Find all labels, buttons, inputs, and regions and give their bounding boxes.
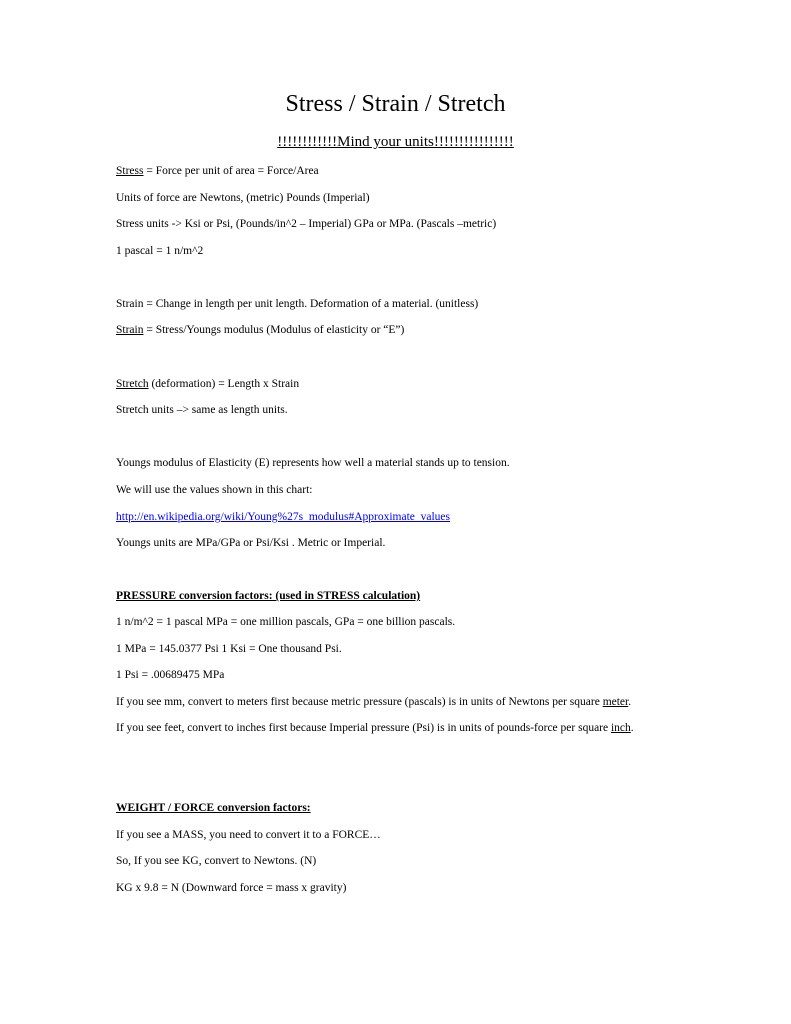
chart-intro: We will use the values shown in this chart: (116, 484, 313, 496)
strain-term: Strain (116, 324, 144, 336)
pressure-heading: PRESSURE conversion factors: (used in STRESS calculation) (116, 590, 421, 602)
stretch-units: Stretch units –> same as length units. (116, 404, 288, 416)
strain-formula (116, 322, 404, 338)
youngs-modulus-link[interactable]: http://en.wikipedia.org/wiki/Young%27s_modulus#Approximate_values (116, 511, 451, 523)
weight-heading: WEIGHT / FORCE conversion factors: (116, 802, 311, 814)
feet-note-text: If you see feet, convert to inches first because Imperial pressure (Psi) is in units of pounds-force per square (116, 722, 611, 734)
feet-note-word: inch (610, 722, 631, 734)
stress-term: Stress (116, 165, 144, 177)
mm-note-word: meter (602, 696, 629, 708)
feet-note-end: . (630, 722, 634, 734)
mass-note: If you see a MASS, you need to convert it to a FORCE… (116, 829, 381, 841)
strain-formula-text: = Stress/Youngs modulus (Modulus of elasticity or “E”) (143, 324, 405, 336)
stretch-term: Stretch (116, 378, 149, 390)
stretch-definition-text: (deformation) = Length x Strain (148, 378, 300, 390)
youngs-description: Youngs modulus of Elasticity (E) represents how well a material stands up to tension. (116, 457, 510, 469)
mm-conversion-note (116, 694, 631, 710)
page-title: Stress / Strain / Stretch (285, 91, 506, 117)
pascal-definition: 1 pascal = 1 n/m^2 (116, 245, 204, 257)
kg-formula: KG x 9.8 = N (Downward force = mass x gravity) (116, 882, 347, 894)
force-units: Units of force are Newtons, (metric) Pounds (Imperial) (116, 192, 370, 204)
youngs-units: Youngs units are MPa/GPa or Psi/Ksi . Metric or Imperial. (116, 537, 386, 549)
pressure-conversion-1: 1 n/m^2 = 1 pascal MPa = one million pascals, GPa = one billion pascals. (116, 616, 456, 628)
feet-conversion-note (116, 720, 634, 736)
pressure-conversion-3: 1 Psi = .00689475 MPa (116, 669, 225, 681)
youngs-modulus-link-line (116, 509, 450, 525)
mm-note-text: If you see mm, convert to meters first because metric pressure (pascals) is in units of Newtons per square (116, 696, 603, 708)
pressure-conversion-2: 1 MPa = 145.0377 Psi 1 Ksi = One thousand Psi. (116, 643, 342, 655)
stress-definition-text: = Force per unit of area = Force/Area (143, 165, 319, 177)
mm-note-end: . (628, 696, 632, 708)
stress-definition (116, 163, 319, 179)
kg-note: So, If you see KG, convert to Newtons. (N) (116, 855, 317, 867)
strain-definition: Strain = Change in length per unit length. Deformation of a material. (unitless) (116, 298, 479, 310)
stress-units: Stress units -> Ksi or Psi, (Pounds/in^2 – Imperial) GPa or MPa. (Pascals –metric) (116, 218, 497, 230)
page-subtitle: !!!!!!!!!!!!Mind your units!!!!!!!!!!!!!!!! (277, 134, 514, 150)
stretch-definition (116, 376, 299, 392)
